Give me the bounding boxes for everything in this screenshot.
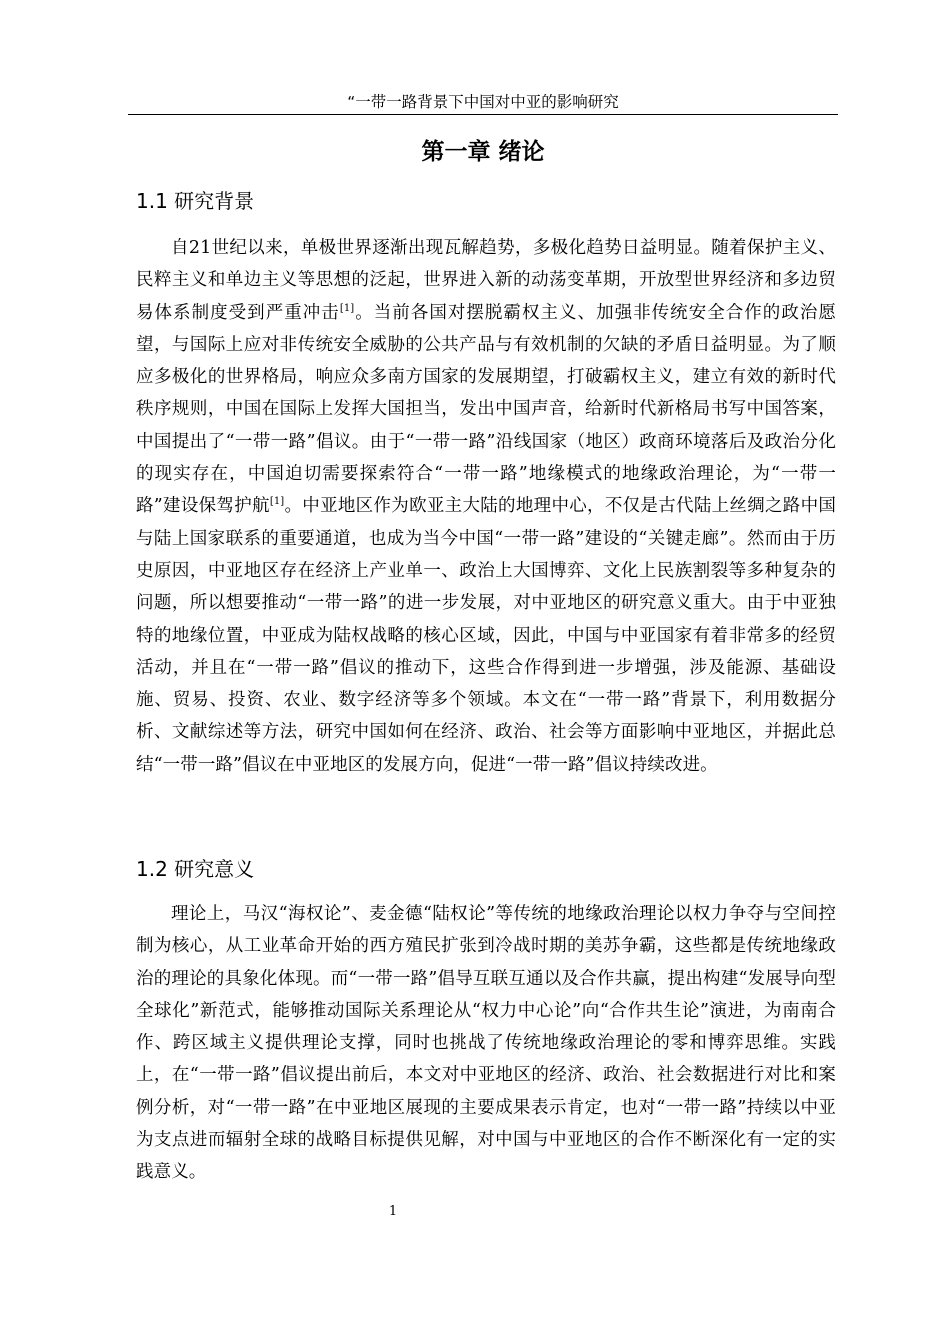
citation-marker: [1] <box>269 496 285 508</box>
section-heading-1-1: 1.1 研究背景 <box>136 189 255 213</box>
section-heading-1-2: 1.2 研究意义 <box>136 857 255 881</box>
citation-marker: [1] <box>339 302 355 314</box>
section-1-2-paragraph <box>136 898 836 1189</box>
chapter-title: 第一章 绪论 <box>421 139 545 165</box>
paragraph-text: 。当前各国对摆脱霸权主义、加强非传统安全合作的政治愿望，与国际上应对非传统安全威胁的公共产品与有效机制的欠缺的矛盾日益明显。为了顺应多极化的世界格局，响应众多南方国家的发展期望，打破霸权主义，建立有效的新时代秩序规则，中国在国际上发挥大国担当，发出中国声音，给新时代新格局书写中国答案，中国提出了“一带一路”倡议。由于“一带一路”沿线国家（地区）政商环境落后及政治分化的现实存在，中国迫切需要探索符合“一带一路”地缘模式的地缘政治理论，为“一带一路”建设保驾护航 <box>136 302 836 517</box>
page-number: 1 <box>388 1204 398 1219</box>
section-1-1-paragraph <box>136 232 836 781</box>
paragraph-text: 。中亚地区作为欧亚主大陆的地理中心，不仅是古代陆上丝绸之路中国与陆上国家联系的重要通道，也成为当今中国“一带一路”建设的“关键走廊”。然而由于历史原因，中亚地区存在经济上产业单一、政治上大国博弈、文化上民族割裂等多种复杂的问题，所以想要推动“一带一路”的进一步发展，对中亚地区的研究意义重大。由于中亚独特的地缘位置，中亚成为陆权战略的核心区域，因此，中国与中亚国家有着非常多的经贸活动，并且在“一带一路”倡议的推动下，这些合作得到进一步增强，涉及能源、基础设施、贸易、投资、农业、数字经济等多个领域。本文在“一带一路”背景下，利用数据分析、文献综述等方法，研究中国如何在经济、政治、社会等方面影响中亚地区，并据此总结“一带一路”倡议在中亚地区的发展方向，促进“一带一路”倡议持续改进。 <box>136 496 836 775</box>
paragraph-text: 自21世纪以来，单极世界逐渐出现瓦解趋势，多极化趋势日益明显。随着保护主义、民粹主义和单边主义等思想的泛起，世界进入新的动荡变革期，开放型世界经济和多边贸易体系制度受到严重冲击 <box>136 238 836 323</box>
paragraph-text: 理论上，马汉“海权论”、麦金德“陆权论”等传统的地缘政治理论以权力争夺与空间控制为核心，从工业革命开始的西方殖民扩张到冷战时期的美苏争霸，这些都是传统地缘政治的理论的具象化体现。而“一带一路”倡导互联互通以及合作共赢，提出构建“发展导向型全球化”新范式，能够推动国际关系理论从“权力中心论”向“合作共生论”演进，为南南合作、跨区域主义提供理论支撑，同时也挑战了传统地缘政治理论的零和博弈思维。实践上，在“一带一路”倡议提出前后，本文对中亚地区的经济、政治、社会数据进行对比和案例分析，对“一带一路”在中亚地区展现的主要成果表示肯定，也对“一带一路”持续以中亚为支点进而辐射全球的战略目标提供见解，对中国与中亚地区的合作不断深化有一定的实践意义。 <box>136 904 836 1183</box>
running-header: “一带一路背景下中国对中亚的影响研究 <box>128 92 838 115</box>
